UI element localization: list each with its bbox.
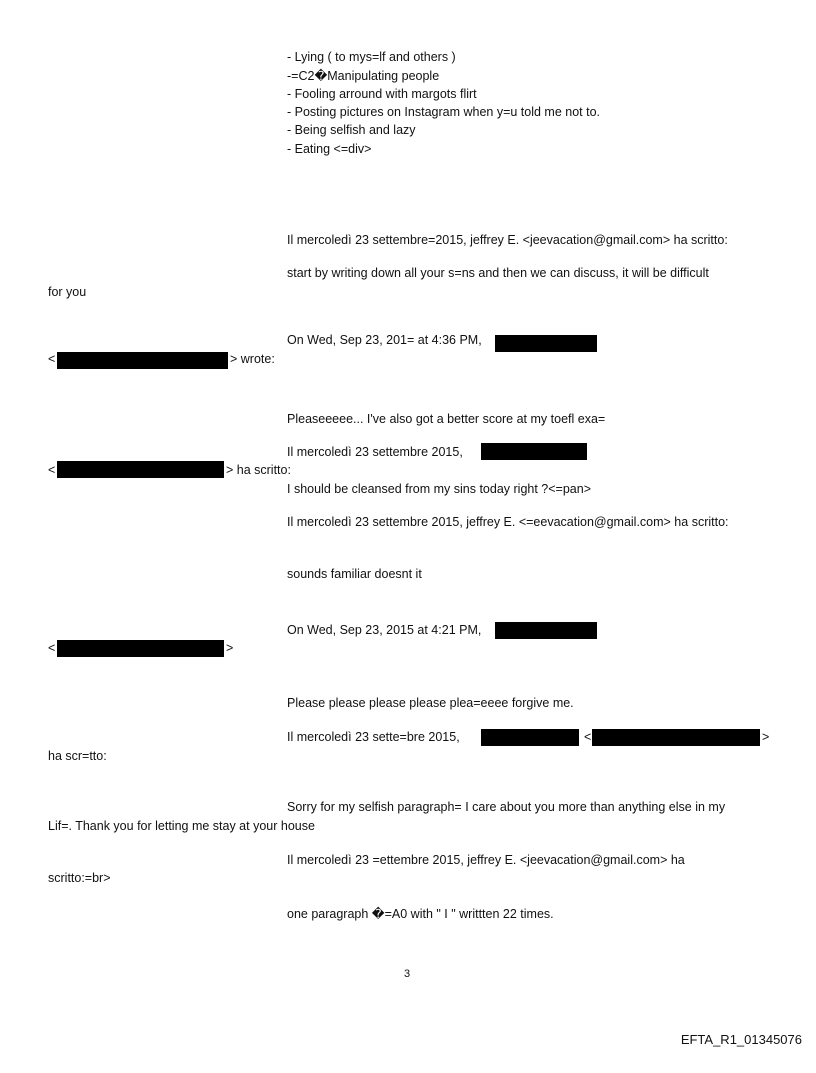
document-id: EFTA_R1_01345076 bbox=[680, 1032, 802, 1047]
list-item: -=C2�Manipulating people bbox=[287, 69, 440, 83]
quote-header: < bbox=[48, 641, 56, 655]
message-text: Please please please please plea=eeee forgive me. bbox=[287, 696, 574, 710]
message-text: Pleaseeeee... I've also got a better score at my toefl exa= bbox=[287, 412, 606, 426]
message-text: start by writing down all your s=ns and then we can discuss, it will be difficult bbox=[287, 266, 709, 280]
quote-header: On Wed, Sep 23, 2015 at 4:21 PM, bbox=[287, 623, 482, 637]
redaction-box bbox=[592, 729, 760, 746]
message-text: I should be cleansed from my sins today right ?<=pan> bbox=[287, 482, 591, 496]
quote-header: Il mercoledì 23 sette=bre 2015, bbox=[287, 730, 460, 744]
redaction-box bbox=[57, 352, 228, 369]
quote-header: Il mercoledì 23 =ettembre 2015, jeffrey E. <jeevacation@gmail.com> ha bbox=[287, 853, 685, 867]
list-item: - Being selfish and lazy bbox=[287, 123, 416, 137]
list-item: - Posting pictures on Instagram when y=u told me not to. bbox=[287, 105, 601, 119]
quote-header: > bbox=[226, 641, 234, 655]
list-item: - Lying ( to mys=lf and others ) bbox=[287, 50, 456, 64]
quote-header: Il mercoledì 23 settembre=2015, jeffrey E. <jeevacation@gmail.com> ha scritto: bbox=[287, 233, 728, 247]
redaction-box bbox=[481, 443, 587, 460]
quote-header: < bbox=[48, 463, 56, 477]
page-number: 3 bbox=[404, 968, 411, 980]
quote-header: < bbox=[48, 352, 56, 366]
quote-header: Il mercoledì 23 settembre 2015, bbox=[287, 445, 463, 459]
quote-header: scritto:=br> bbox=[48, 871, 111, 885]
quote-header: Il mercoledì 23 settembre 2015, jeffrey E. <=eevacation@gmail.com> ha scritto: bbox=[287, 515, 729, 529]
redaction-box bbox=[481, 729, 579, 746]
message-text: Lif=. Thank you for letting me stay at your house bbox=[48, 819, 315, 833]
quote-header: ha scr=tto: bbox=[48, 749, 107, 763]
list-item: - Fooling arround with margots flirt bbox=[287, 87, 477, 101]
message-text: one paragraph �=A0 with " I " writtten 22 times. bbox=[287, 907, 554, 921]
message-text: Sorry for my selfish paragraph= I care about you more than anything else in my bbox=[287, 800, 726, 814]
quote-header: > ha scritto: bbox=[226, 463, 291, 477]
redaction-box bbox=[495, 335, 597, 352]
message-text: sounds familiar doesnt it bbox=[287, 567, 422, 581]
redaction-box bbox=[495, 622, 597, 639]
message-text: for you bbox=[48, 285, 87, 299]
quote-header: < bbox=[584, 730, 592, 744]
redaction-box bbox=[57, 461, 224, 478]
redaction-box bbox=[57, 640, 224, 657]
quote-header: > wrote: bbox=[230, 352, 275, 366]
quote-header: > bbox=[762, 730, 770, 744]
list-item: - Eating <=div> bbox=[287, 142, 372, 156]
quote-header: On Wed, Sep 23, 201= at 4:36 PM, bbox=[287, 333, 482, 347]
